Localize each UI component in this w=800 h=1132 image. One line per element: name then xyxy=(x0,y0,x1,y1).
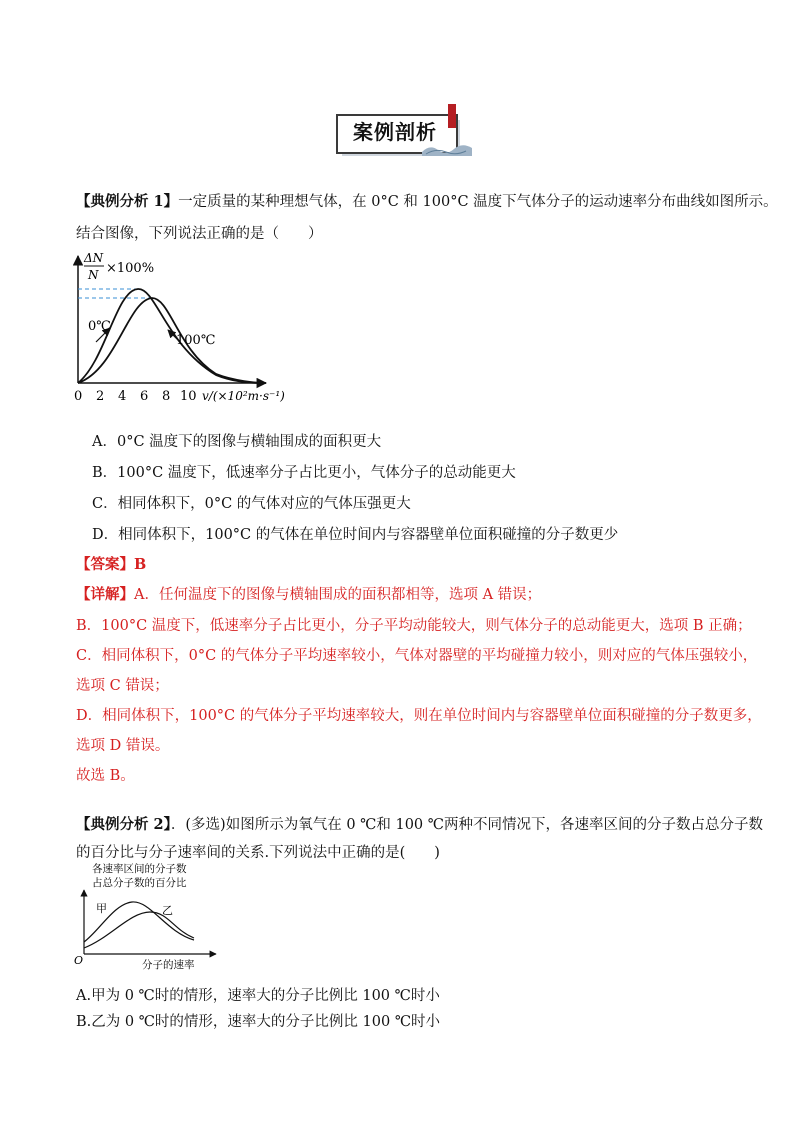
q2-label-yi: 乙 xyxy=(162,904,173,917)
q1-explain-tag: 【详解】 xyxy=(76,586,134,603)
q2-stem-line2: 的百分比与分子速率间的关系.下列说法中正确的是( ) xyxy=(76,845,440,861)
q1-explain-line-b: B．100°C 温度下，低速率分子占比更小，分子平均动能较大，则气体分子的总动能更大，选项 B 正确； xyxy=(76,618,752,634)
q1-ylabel-numerator: ΔN xyxy=(84,251,104,265)
q1-ylabel-denominator: N xyxy=(88,268,99,282)
q1-stem-line2: 结合图像，下列说法正确的是（ ） xyxy=(76,226,323,242)
q1-xlabel: v/(×10²m·s⁻¹) xyxy=(202,389,285,403)
q1-option-d: D．相同体积下，100°C 的气体在单位时间内与容器壁单位面积碰撞的分子数更少 xyxy=(92,527,619,543)
q1-explain-line-a xyxy=(76,583,541,604)
q2-tag: 【典例分析 2】 xyxy=(76,816,171,833)
q1-explain-text: A．任何温度下的图像与横轴围成的面积都相等，选项 A 错误； xyxy=(134,587,542,603)
q1-explain-line-c2: 选项 C 错误； xyxy=(76,678,169,694)
q1-answer xyxy=(76,553,146,574)
q1-option-b: B．100°C 温度下，低速率分子占比更小，气体分子的总动能更大 xyxy=(92,465,516,481)
q2-option-a: A.甲为 0 ℃时的情形，速率大的分子比例比 100 ℃时小 xyxy=(76,988,440,1004)
q1-speed-distribution-figure xyxy=(66,250,306,410)
wave-decoration-icon xyxy=(422,142,472,156)
q1-xtick: 4 xyxy=(118,389,127,404)
q1-stem-text: 一定质量的某种理想气体，在 0°C 和 100°C 温度下气体分子的运动速率分布曲线如图所示。 xyxy=(178,194,778,210)
q2-stem-text: ．(多选)如图所示为氧气在 0 ℃和 100 ℃两种不同情况下，各速率区间的分子数占总分子数 xyxy=(170,817,763,833)
q2-xlabel: 分子的速率 xyxy=(142,959,195,971)
q1-tag: 【典例分析 1】 xyxy=(76,193,179,210)
q1-label-100c: 100℃ xyxy=(176,333,216,348)
q1-stem-line1 xyxy=(76,190,778,211)
q1-xtick: 2 xyxy=(96,389,105,404)
section-banner xyxy=(330,104,470,156)
q1-answer-value: B xyxy=(134,556,147,573)
q1-xtick: 6 xyxy=(140,389,149,404)
q2-speed-distribution-figure xyxy=(70,860,220,972)
q1-explain-line-c: C．相同体积下，0°C 的气体分子平均速率较小，气体对器壁的平均碰撞力较小，则对应的气体压强较小， xyxy=(76,648,758,664)
q1-curve-0c xyxy=(78,289,262,383)
q2-origin-label: O xyxy=(74,954,84,967)
q1-answer-tag: 【答案】 xyxy=(76,556,134,573)
q1-xtick: 10 xyxy=(180,389,197,404)
q1-explain-line-d: D．相同体积下，100°C 的气体分子平均速率较大，则在单位时间内与容器壁单位面积碰撞的分子数更多， xyxy=(76,708,762,724)
q2-stem-line1 xyxy=(76,813,763,834)
q2-option-b: B.乙为 0 ℃时的情形，速率大的分子比例比 100 ℃时小 xyxy=(76,1014,441,1030)
q1-label-0c: 0℃ xyxy=(88,319,111,334)
q2-ylabel-line2: 占总分子数的百分比 xyxy=(92,877,187,889)
q1-option-a: A．0°C 温度下的图像与横轴围成的面积更大 xyxy=(92,434,382,450)
q2-curve-yi xyxy=(84,912,194,948)
q1-conclusion: 故选 B。 xyxy=(76,768,135,784)
q1-ylabel-suffix: ×100% xyxy=(106,261,155,276)
q2-ylabel-line1: 各速率区间的分子数 xyxy=(92,863,187,875)
q1-xtick: 8 xyxy=(162,389,171,404)
q1-xtick: 0 xyxy=(74,389,83,404)
q1-curve-100c xyxy=(78,298,266,383)
q2-label-jia: 甲 xyxy=(96,902,107,915)
q1-explain-line-d2: 选项 D 错误。 xyxy=(76,738,170,754)
banner-title: 案例剖析 xyxy=(353,120,437,144)
q1-option-c: C．相同体积下，0°C 的气体对应的气体压强更大 xyxy=(92,496,411,512)
